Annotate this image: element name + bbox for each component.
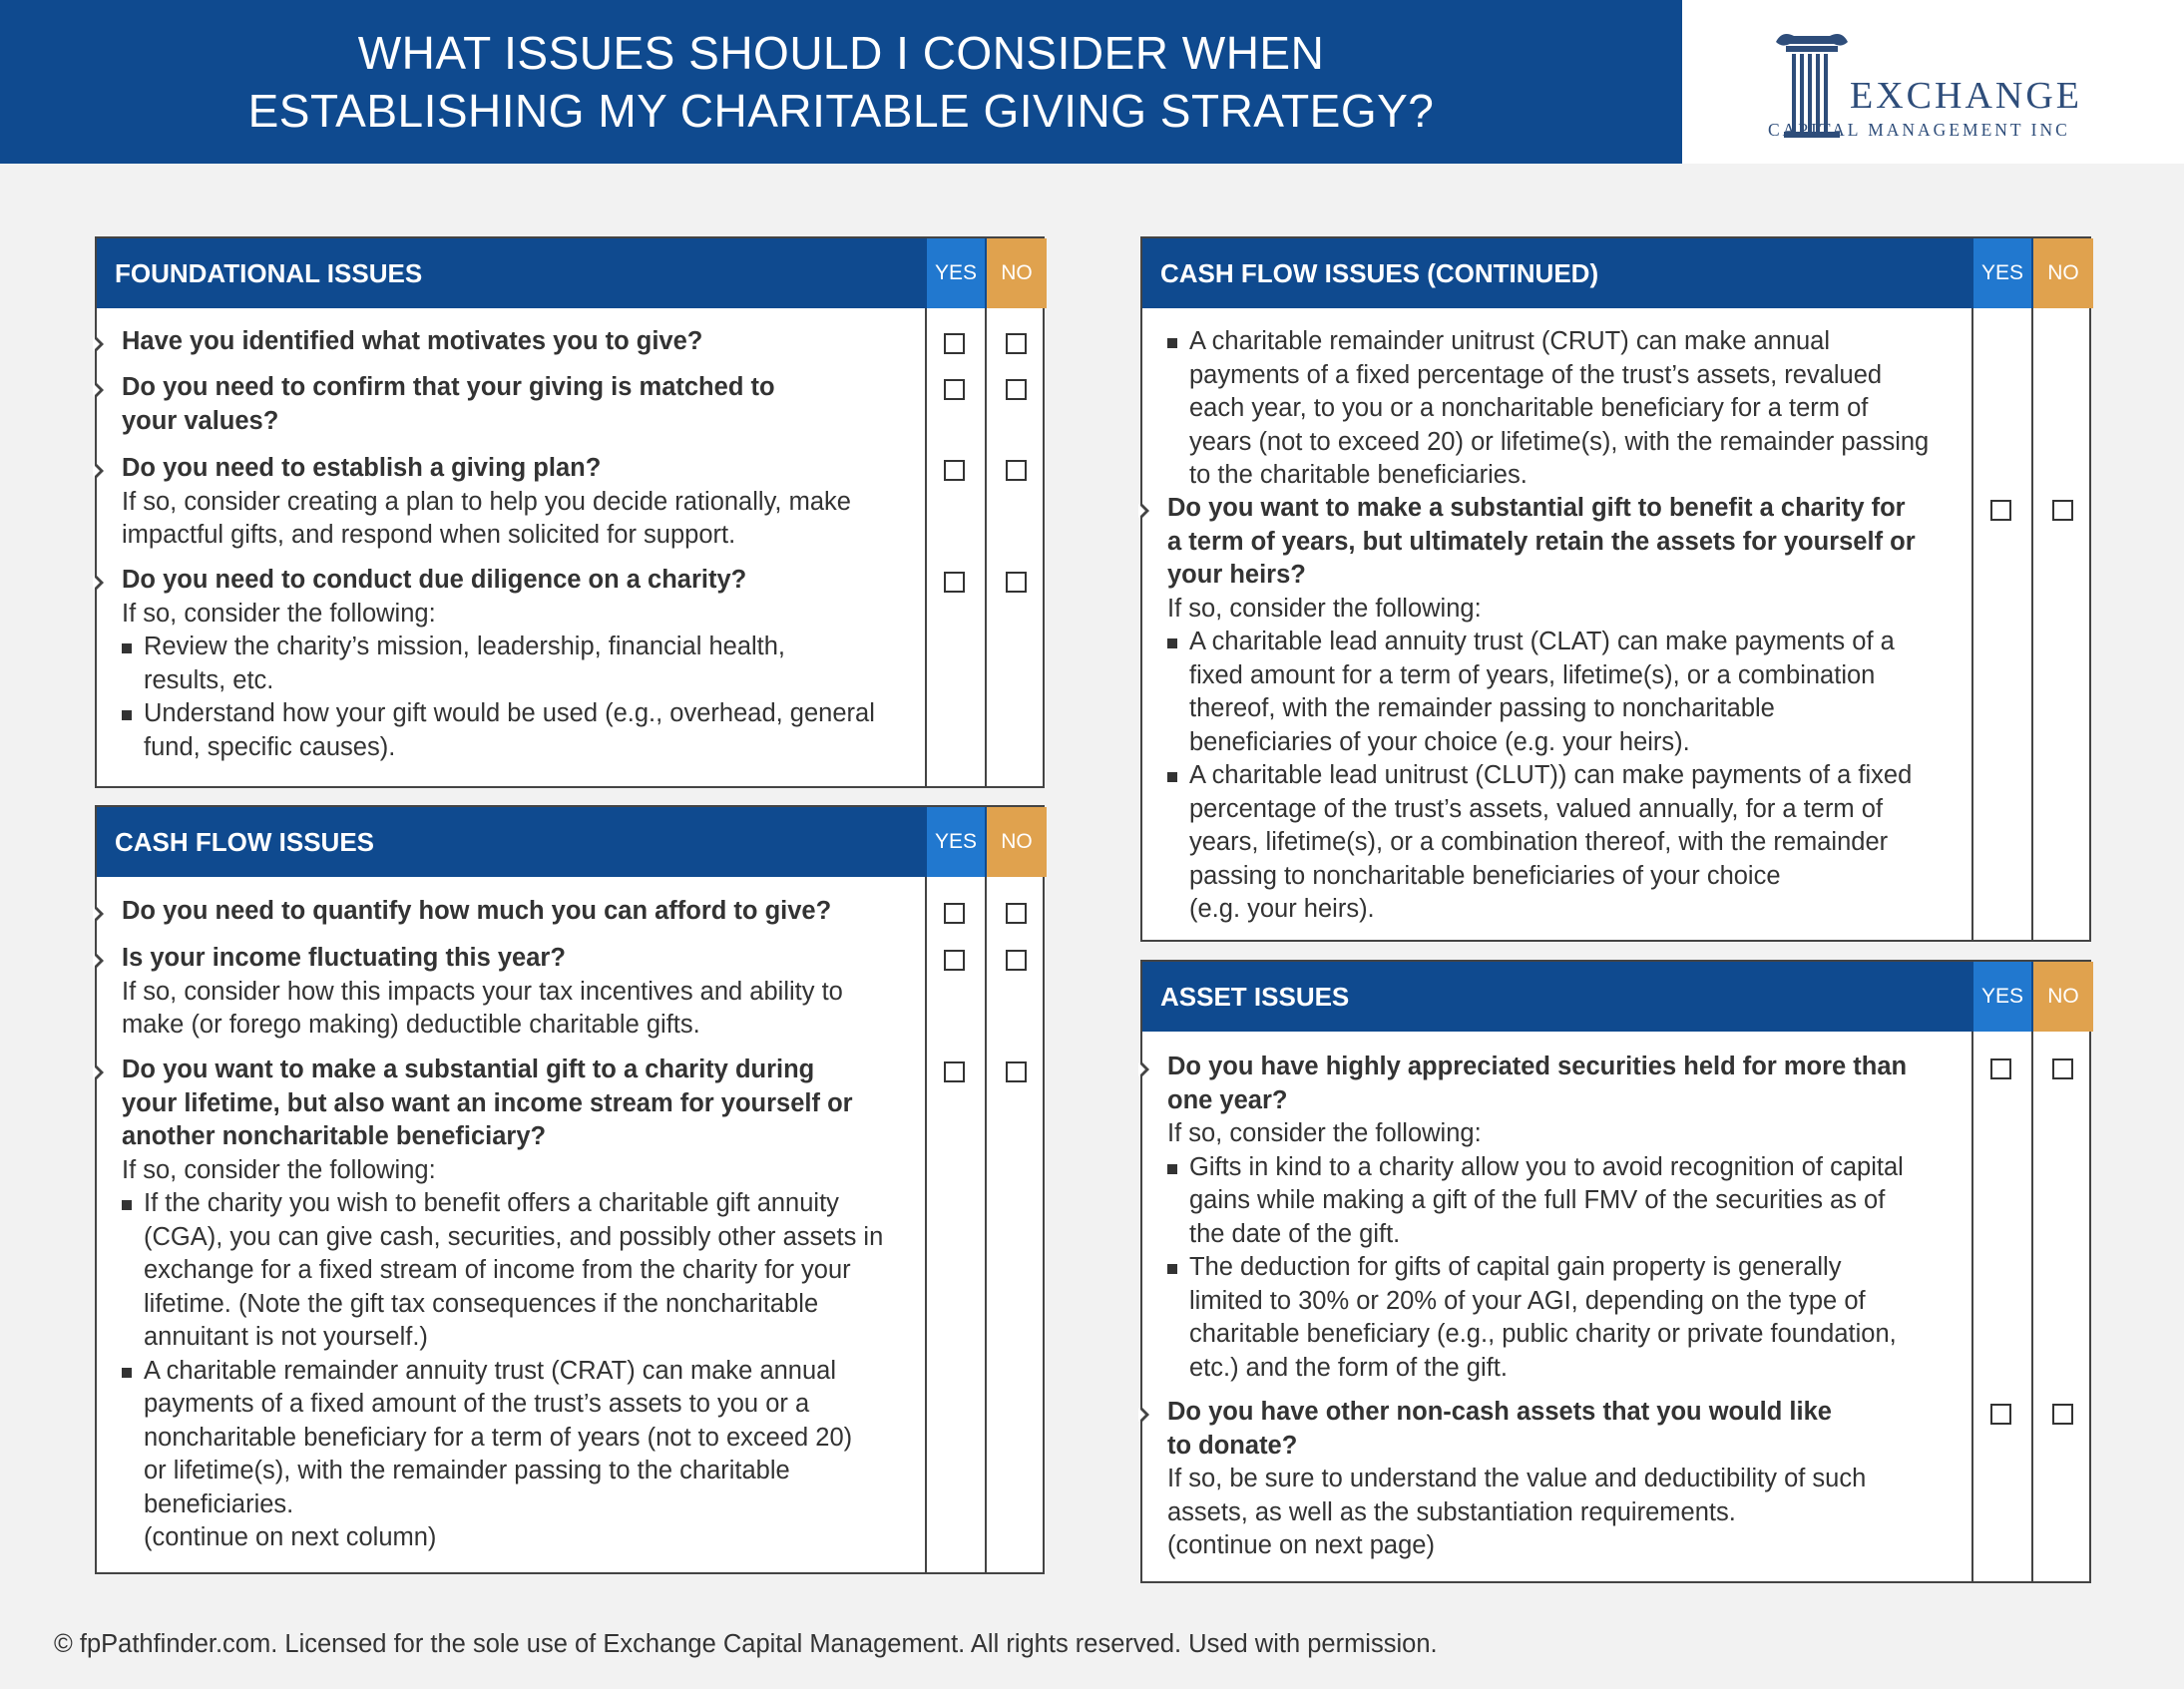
question-text: Do you need to quantify how much you can afford to give?: [122, 897, 832, 925]
no-checkbox[interactable]: [1006, 379, 1027, 400]
explanation-text: If so, consider creating a plan to help you decide rationally, make: [122, 487, 851, 516]
bullet-item: A charitable lead annuity trust (CLAT) can make payments of a fixed amount for a term of years, lifetime(s), or a combination thereof, with the remainder passing to noncharitable beneficiaries of your choice (e.g. your heirs).: [1167, 626, 1956, 759]
explanation-text: If so, consider the following:: [1167, 594, 1482, 623]
no-checkbox[interactable]: [1006, 903, 1027, 924]
no-checkbox[interactable]: [1006, 460, 1027, 481]
bullet-item: Review the charity’s mission, leadership, financial health, results, etc.: [122, 631, 910, 697]
continue-note: (continue on next column): [144, 1523, 437, 1551]
column-divider: [1971, 308, 1973, 940]
no-checkbox[interactable]: [2052, 500, 2073, 521]
explanation-text: impactful gifts, and respond when solicited for support.: [122, 521, 736, 549]
question-text: Do you need to conduct due diligence on a charity?: [122, 566, 747, 594]
section-foundational: [95, 236, 1045, 788]
bullet-item: A charitable lead unitrust (CLUT)) can make payments of a fixed percentage of the trust’s assets, valued annually, for a term of years, lifetime(s), or a combination thereof, with the remainder passing to noncharitable beneficiaries of your choice (e.g. your heirs).: [1167, 759, 1956, 927]
item-marker: [95, 905, 104, 923]
column-divider: [985, 308, 987, 786]
no-header: NO: [2033, 238, 2093, 308]
section-header: [97, 238, 1043, 308]
no-checkbox[interactable]: [1006, 950, 1027, 971]
item-marker: [95, 1063, 104, 1081]
question-text: your lifetime, but also want an income stream for yourself or: [122, 1088, 853, 1117]
bullet-item: A charitable remainder annuity trust (CRAT) can make annual payments of a fixed amount of the trust’s assets to you or a noncharitable beneficiary for a term of years (not to exceed 20) or lifetime(s), with the remainder passing to the charitable beneficiaries.: [122, 1355, 910, 1522]
yes-checkbox[interactable]: [1990, 1058, 2011, 1079]
yes-header: YES: [1973, 962, 2031, 1032]
item-marker: [95, 381, 104, 399]
no-header: NO: [987, 238, 1047, 308]
logo: [1682, 0, 2184, 164]
section-cash-flow: [95, 805, 1045, 1574]
section-header: [1142, 238, 2089, 308]
yes-checkbox[interactable]: [944, 572, 965, 593]
item-marker: [95, 335, 104, 353]
logo-name: EXCHANGE: [1850, 75, 2082, 117]
question-text: to donate?: [1167, 1431, 1298, 1460]
question-text: Do you want to make a substantial gift to a charity during: [122, 1056, 815, 1083]
column-divider: [2031, 1032, 2033, 1581]
no-header: NO: [987, 807, 1047, 877]
yes-checkbox[interactable]: [944, 950, 965, 971]
column-divider: [985, 877, 987, 1572]
question-text: Do you have other non-cash assets that you would like: [1167, 1398, 1832, 1426]
item-marker: [1140, 1060, 1149, 1078]
question-text: Do you want to make a substantial gift to benefit a charity for: [1167, 494, 1906, 522]
section-title: ASSET ISSUES: [1160, 982, 1350, 1012]
yes-checkbox[interactable]: [1990, 1404, 2011, 1425]
section-title: FOUNDATIONAL ISSUES: [115, 258, 423, 288]
question-text: a term of years, but ultimately retain the assets for yourself or: [1167, 527, 1916, 556]
continue-note: (continue on next page): [1167, 1531, 1435, 1559]
no-header: NO: [2033, 962, 2093, 1032]
no-checkbox[interactable]: [2052, 1404, 2073, 1425]
question-text: Have you identified what motivates you to give?: [122, 327, 703, 355]
question-text: another noncharitable beneficiary?: [122, 1122, 547, 1150]
question-text: your heirs?: [1167, 561, 1306, 589]
bullet-item: Gifts in kind to a charity allow you to avoid recognition of capital gains while making a gift of the full FMV of the securities as of the date of the gift.: [1167, 1151, 1956, 1252]
bullet-item: The deduction for gifts of capital gain property is generally limited to 30% or 20% of your AGI, depending on the type of charitable beneficiary (e.g., public charity or private foundation, etc.) and the form of the gift.: [1167, 1251, 1956, 1385]
section-cash-flow-continued: [1140, 236, 2091, 942]
question-text: Do you need to establish a giving plan?: [122, 454, 602, 482]
section-title: CASH FLOW ISSUES (CONTINUED): [1160, 258, 1599, 288]
item-marker: [95, 462, 104, 480]
item-marker: [95, 574, 104, 592]
item-marker: [95, 952, 104, 970]
question-text: your values?: [122, 406, 279, 435]
item-marker: [1140, 1406, 1149, 1424]
item-marker: [1140, 502, 1149, 520]
explanation-text: If so, consider how this impacts your tax incentives and ability to: [122, 977, 843, 1006]
no-checkbox[interactable]: [1006, 1061, 1027, 1082]
column-divider: [2031, 308, 2033, 940]
yes-checkbox[interactable]: [944, 1061, 965, 1082]
logo-subtitle: CAPITAL MANAGEMENT INC: [1768, 120, 2070, 140]
column-divider: [925, 308, 927, 786]
section-title: CASH FLOW ISSUES: [115, 827, 375, 857]
yes-checkbox[interactable]: [944, 903, 965, 924]
explanation-text: assets, as well as the substantiation requirements.: [1167, 1497, 1736, 1526]
yes-checkbox[interactable]: [944, 460, 965, 481]
question-text: one year?: [1167, 1085, 1288, 1114]
copyright-footer: © fpPathfinder.com. Licensed for the sole use of Exchange Capital Management. All rights reserved. Used with permission.: [54, 1630, 1438, 1658]
explanation-text: If so, consider the following:: [122, 599, 436, 628]
bullet-item: If the charity you wish to benefit offers a charitable gift annuity (CGA), you can give cash, securities, and possibly other assets in exchange for a fixed stream of income from the charity for your lifetime. (Note the gift tax consequences if the noncharitable annuitant is not yourself.): [122, 1187, 910, 1355]
question-text: Do you need to confirm that your giving is matched to: [122, 373, 775, 401]
no-checkbox[interactable]: [2052, 1058, 2073, 1079]
bullet-item: Understand how your gift would be used (e.g., overhead, general fund, specific causes).: [122, 697, 910, 764]
yes-header: YES: [1973, 238, 2031, 308]
explanation-text: If so, be sure to understand the value and deductibility of such: [1167, 1465, 1867, 1492]
explanation-text: If so, consider the following:: [1167, 1119, 1482, 1147]
explanation-text: make (or forego making) deductible charitable gifts.: [122, 1011, 700, 1039]
yes-checkbox[interactable]: [944, 333, 965, 354]
yes-checkbox[interactable]: [944, 379, 965, 400]
yes-checkbox[interactable]: [1990, 500, 2011, 521]
no-checkbox[interactable]: [1006, 333, 1027, 354]
yes-header: YES: [927, 807, 985, 877]
bullet-item: A charitable remainder unitrust (CRUT) can make annual payments of a fixed percentage of the trust’s assets, revalued each year, to you or a noncharitable beneficiary for a term of years (not to exceed 20) or lifetime(s), with the remainder passing to the charitable beneficiaries.: [1167, 325, 1956, 493]
question-text: Is your income fluctuating this year?: [122, 944, 566, 972]
section-asset: [1140, 960, 2091, 1583]
section-header: [97, 807, 1043, 877]
page-title: WHAT ISSUES SHOULD I CONSIDER WHEN ESTABLISHING MY CHARITABLE GIVING STRATEGY?: [247, 27, 1435, 137]
explanation-text: If so, consider the following:: [122, 1155, 436, 1184]
no-checkbox[interactable]: [1006, 572, 1027, 593]
question-text: Do you have highly appreciated securities held for more than: [1167, 1053, 1908, 1080]
yes-header: YES: [927, 238, 985, 308]
page-header: [0, 0, 1682, 164]
column-divider: [1971, 1032, 1973, 1581]
column-divider: [925, 877, 927, 1572]
section-header: [1142, 962, 2089, 1032]
